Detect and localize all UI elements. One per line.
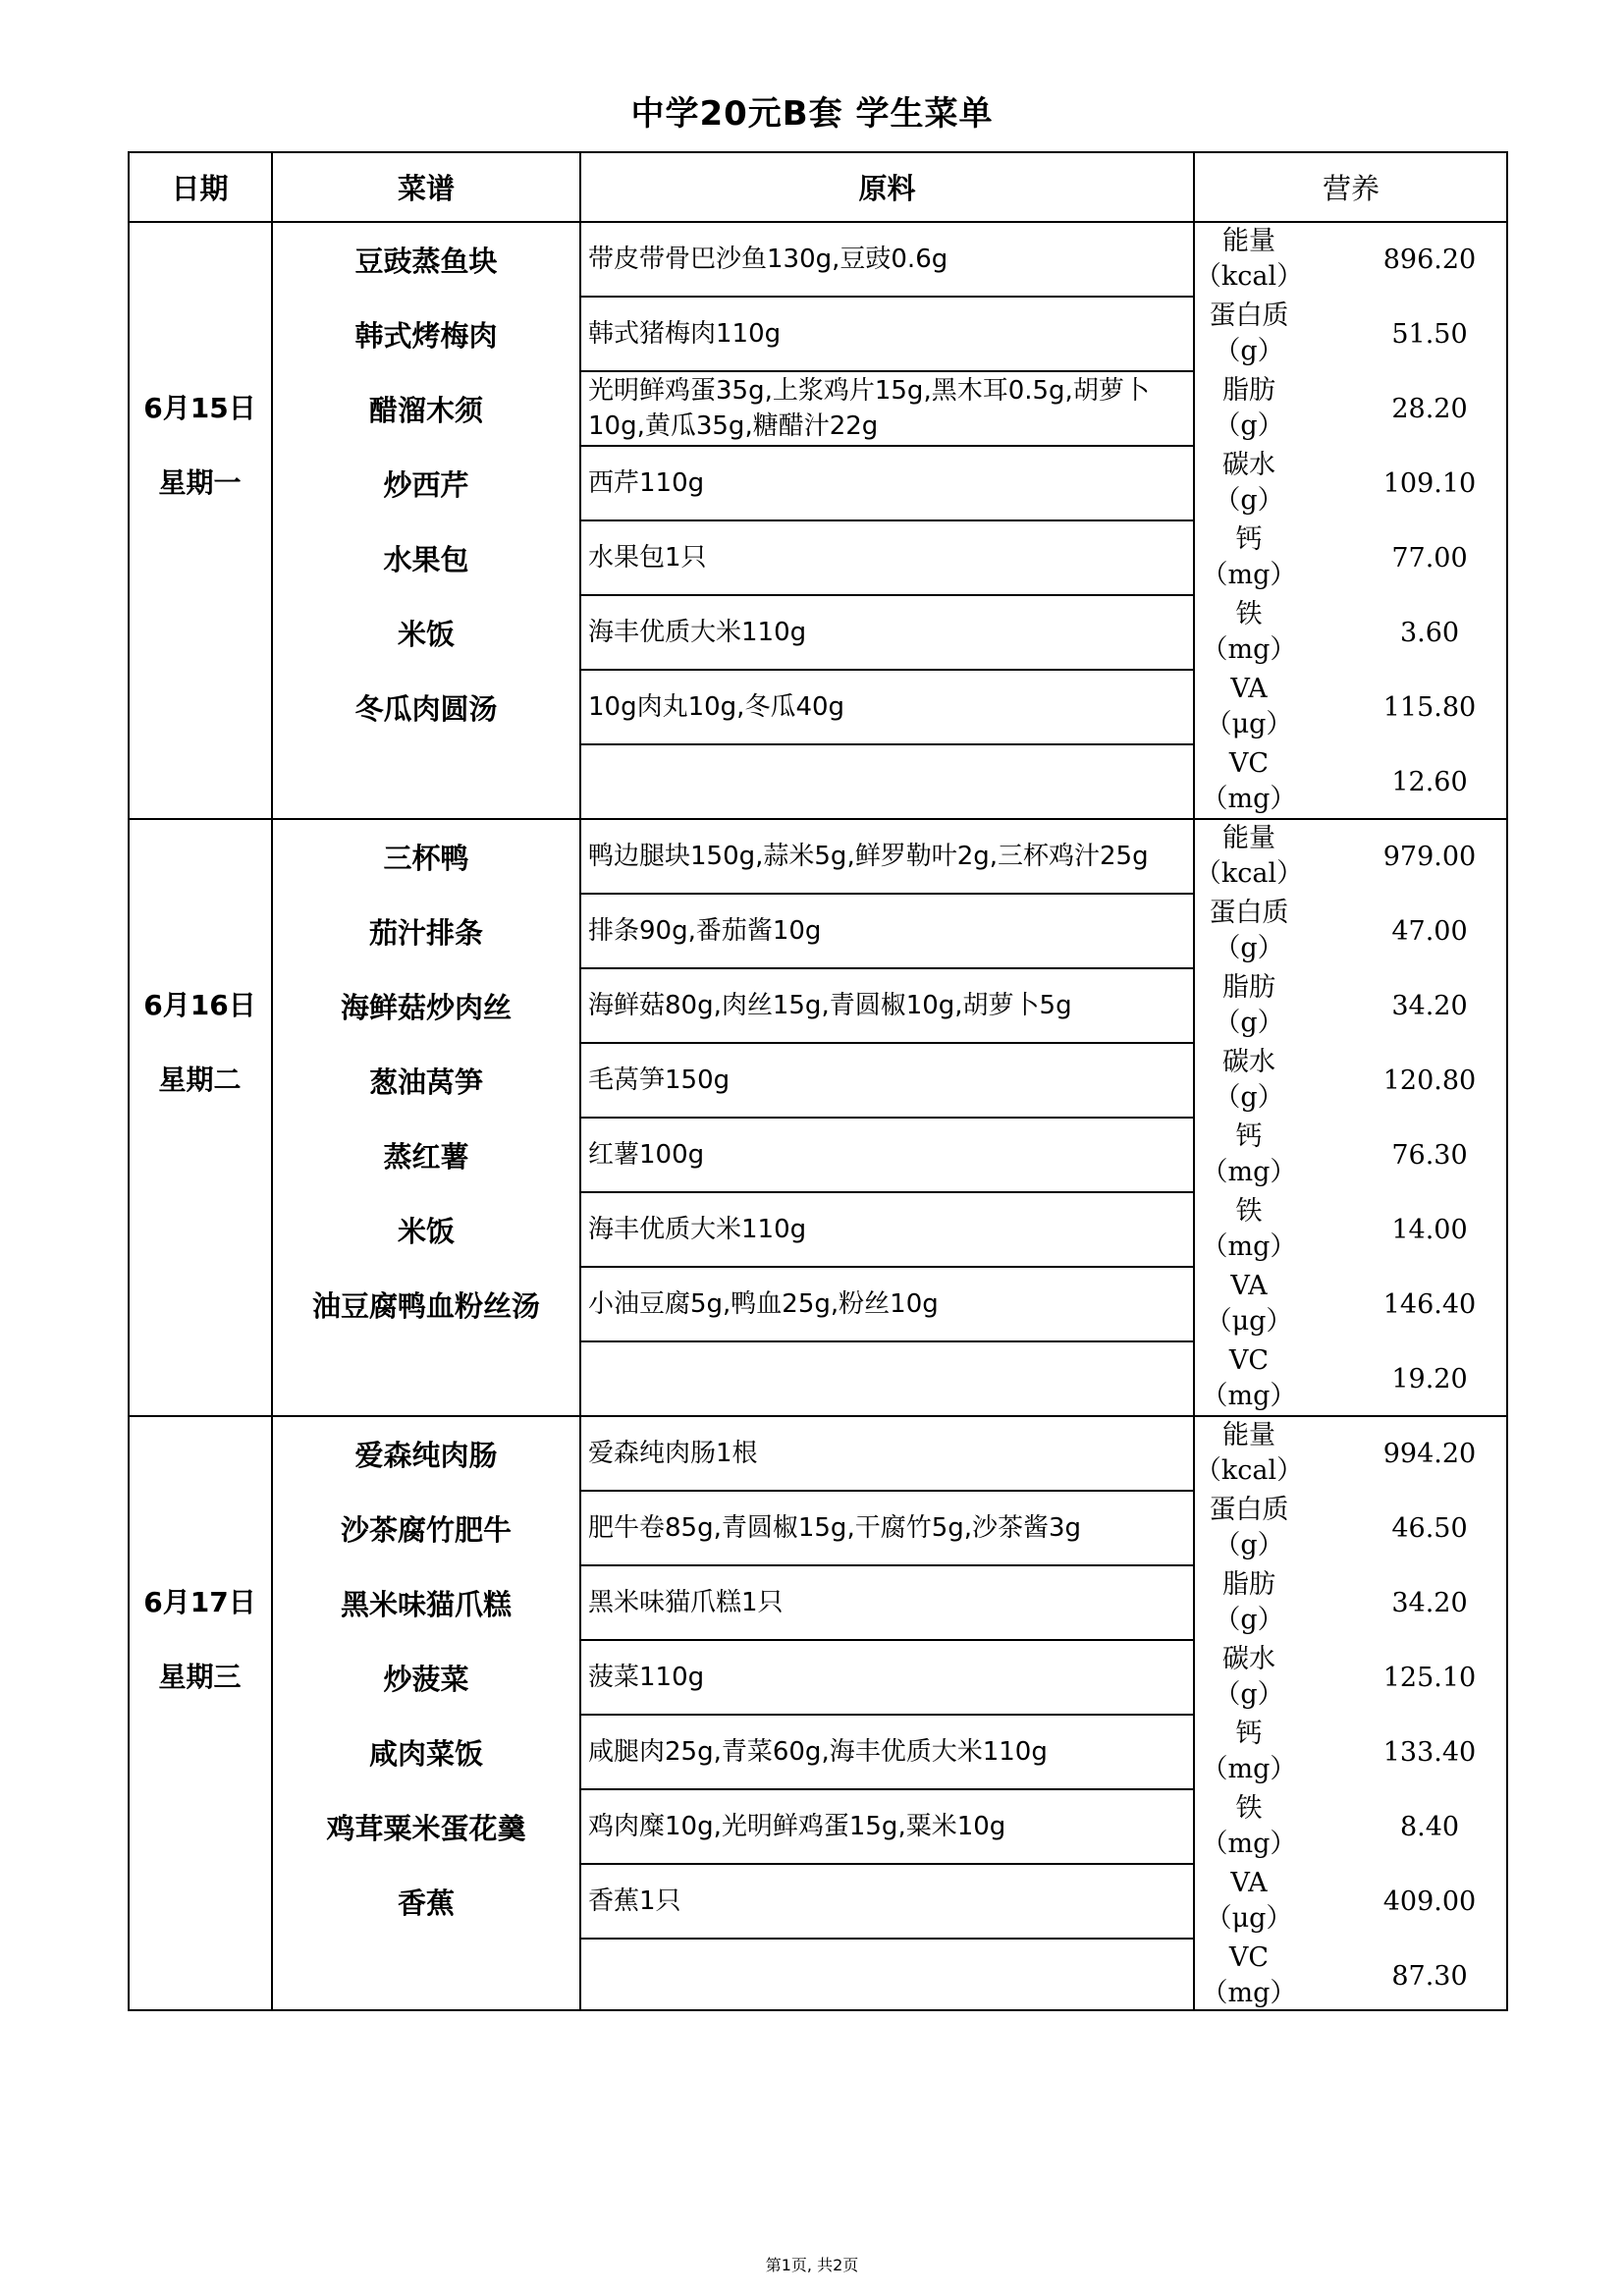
nutrient-name: 能量 <box>1222 226 1275 256</box>
ingredient-row-divider <box>580 893 1194 895</box>
nutrient-name: 碳水 <box>1222 450 1275 480</box>
nutrient-value: 409.00 <box>1382 1886 1477 1917</box>
ingredient-row-divider <box>580 1639 1194 1641</box>
nutrient-name: 脂肪 <box>1222 375 1275 406</box>
nutrient-unit: （g） <box>1214 336 1284 366</box>
nutrient-name: 钙 <box>1235 1719 1263 1749</box>
nutrient-value: 120.80 <box>1382 1065 1477 1096</box>
ingredient-row-divider <box>580 1490 1194 1492</box>
ingredient-row-divider <box>580 445 1194 447</box>
nutrient-label <box>1194 819 1304 894</box>
nutrient-value: 109.10 <box>1382 467 1477 499</box>
nutrient-value: 34.20 <box>1391 1587 1468 1618</box>
ingredient-row-divider <box>580 594 1194 596</box>
nutrient-unit: （mg） <box>1201 784 1297 814</box>
nutrient-unit: （mg） <box>1201 634 1297 665</box>
nutrient-unit: （kcal） <box>1194 261 1304 292</box>
dish-name: 醋溜木须 <box>368 393 483 427</box>
page-footer: 第1页, 共2页 <box>765 2256 859 2274</box>
dish-name: 米饭 <box>397 617 455 651</box>
header-nutrition: 营养 <box>1322 171 1380 205</box>
dish-ingredients <box>580 1341 1194 1416</box>
dish-name: 炒菠菜 <box>383 1662 469 1696</box>
column-divider-dish <box>579 151 581 2011</box>
menu-table <box>128 151 1508 2011</box>
nutrient-unit: （mg） <box>1201 1978 1297 2008</box>
dish-ingredients: 菠菜110g <box>588 1663 705 1692</box>
column-divider-date <box>271 151 273 2011</box>
nutrient-label <box>1194 1118 1304 1192</box>
dish-ingredients: 水果包1只 <box>588 543 707 573</box>
nutrient-name: 钙 <box>1235 524 1263 555</box>
nutrient-unit: （mg） <box>1201 1754 1297 1784</box>
nutrient-label <box>1194 520 1304 595</box>
nutrient-value: 133.40 <box>1382 1736 1477 1768</box>
nutrient-label <box>1194 1267 1304 1341</box>
nutrient-unit: （g） <box>1214 933 1284 963</box>
nutrient-name: 铁 <box>1235 1196 1263 1227</box>
day-date-cell <box>128 1565 272 1715</box>
dish-ingredients: 鸭边腿块150g,蒜米5g,鲜罗勒叶2g,三杯鸡汁25g <box>588 842 1149 871</box>
ingredient-row-divider <box>580 1564 1194 1566</box>
dish-name: 葱油莴笋 <box>368 1065 483 1099</box>
day-weekday: 星期三 <box>158 1661 242 1693</box>
nutrient-value: 46.50 <box>1391 1512 1468 1544</box>
ingredient-row-divider <box>580 1938 1194 1940</box>
dish-ingredients: 小油豆腐5g,鸭血25g,粉丝10g <box>588 1289 939 1319</box>
nutrient-unit: （g） <box>1214 1082 1284 1113</box>
day-date: 6月17日 <box>143 1586 256 1618</box>
nutrient-name: 脂肪 <box>1222 972 1275 1003</box>
nutrient-value: 19.20 <box>1391 1363 1468 1394</box>
ingredient-row-divider <box>580 1117 1194 1119</box>
dish-name: 香蕉 <box>397 1886 455 1920</box>
nutrient-name: VA <box>1230 674 1268 704</box>
nutrient-value: 8.40 <box>1399 1811 1460 1842</box>
nutrient-unit: （mg） <box>1201 1381 1297 1411</box>
dish-ingredients: 排条90g,番茄酱10g <box>588 916 822 946</box>
ingredient-row-divider <box>580 1788 1194 1790</box>
nutrient-name: 蛋白质 <box>1209 1495 1289 1525</box>
dish-ingredients: 韩式猪梅肉110g <box>588 319 782 349</box>
nutrient-unit: （kcal） <box>1194 1455 1304 1486</box>
nutrient-value: 115.80 <box>1382 691 1477 723</box>
day-group-divider <box>128 818 1508 820</box>
nutrient-label <box>1194 1864 1304 1939</box>
nutrient-name: 能量 <box>1222 1420 1275 1450</box>
dish-name: 豆豉蒸鱼块 <box>354 244 498 278</box>
day-date: 6月15日 <box>143 392 256 424</box>
table-bottom-border <box>128 2009 1508 2011</box>
nutrient-name: VA <box>1230 1271 1268 1301</box>
nutrient-unit: （g） <box>1214 485 1284 516</box>
dish-name: 爱森纯肉肠 <box>354 1438 498 1472</box>
nutrient-name: VA <box>1230 1868 1268 1898</box>
nutrient-unit: （mg） <box>1201 1231 1297 1262</box>
nutrient-name: 碳水 <box>1222 1047 1275 1077</box>
nutrient-unit: （g） <box>1214 1008 1284 1038</box>
nutrient-name: 碳水 <box>1222 1644 1275 1674</box>
ingredient-row-divider <box>580 296 1194 298</box>
nutrient-label <box>1194 297 1304 371</box>
nutrient-unit: （μg） <box>1205 1306 1293 1337</box>
ingredient-row-divider <box>580 669 1194 671</box>
dish-ingredients: 光明鲜鸡蛋35g,上浆鸡片15g,黑木耳0.5g,胡萝卜10g,黄瓜35g,糖醋汁22g <box>588 376 1150 441</box>
nutrient-value: 125.10 <box>1382 1662 1477 1693</box>
nutrient-label <box>1194 1043 1304 1118</box>
dish-name: 韩式烤梅肉 <box>354 318 498 353</box>
nutrient-unit: （kcal） <box>1194 858 1304 889</box>
nutrient-label <box>1194 894 1304 968</box>
nutrient-unit: （g） <box>1214 1679 1284 1710</box>
nutrient-label <box>1194 446 1304 520</box>
nutrient-label <box>1194 670 1304 744</box>
nutrient-label <box>1194 1565 1304 1640</box>
nutrient-unit: （μg） <box>1205 1903 1293 1934</box>
nutrient-label <box>1194 744 1304 819</box>
ingredient-row-divider <box>580 1863 1194 1865</box>
ingredient-row-divider <box>580 1714 1194 1716</box>
nutrient-value: 87.30 <box>1391 1960 1468 1992</box>
nutrient-label <box>1194 222 1304 297</box>
nutrient-label <box>1194 1491 1304 1565</box>
nutrient-value: 77.00 <box>1391 542 1468 574</box>
ingredient-row-divider <box>580 1042 1194 1044</box>
table-right-border <box>1506 151 1508 2011</box>
ingredient-row-divider <box>580 519 1194 521</box>
nutrient-label <box>1194 1192 1304 1267</box>
nutrient-name: 蛋白质 <box>1209 301 1289 331</box>
nutrient-label <box>1194 968 1304 1043</box>
nutrient-unit: （μg） <box>1205 709 1293 739</box>
table-top-border <box>128 151 1508 153</box>
nutrient-name: 铁 <box>1235 1793 1263 1824</box>
ingredient-row-divider <box>580 743 1194 745</box>
dish-ingredients: 香蕉1只 <box>588 1886 681 1916</box>
ingredient-row-divider <box>580 1266 1194 1268</box>
nutrient-value: 14.00 <box>1391 1214 1468 1245</box>
nutrient-name: 铁 <box>1235 599 1263 629</box>
dish-name: 冬瓜肉圆汤 <box>354 691 498 726</box>
dish-name: 米饭 <box>397 1214 455 1248</box>
dish-name: 油豆腐鸭血粉丝汤 <box>311 1288 540 1323</box>
dish-ingredients: 10g肉丸10g,冬瓜40g <box>588 692 845 722</box>
nutrient-name: 钙 <box>1235 1121 1263 1152</box>
dish-ingredients <box>580 1939 1194 2013</box>
nutrient-name: 脂肪 <box>1222 1569 1275 1600</box>
dish-ingredients: 咸腿肉25g,青菜60g,海丰优质大米110g <box>588 1737 1048 1767</box>
dish-ingredients: 毛莴笋150g <box>588 1066 731 1095</box>
dish-ingredients: 黑米味猫爪糕1只 <box>588 1588 784 1617</box>
dish-name: 沙茶腐竹肥牛 <box>340 1512 512 1547</box>
nutrient-value: 994.20 <box>1382 1438 1477 1469</box>
dish-name: 海鲜菇炒肉丝 <box>340 990 512 1024</box>
nutrient-value: 76.30 <box>1391 1139 1468 1171</box>
ingredient-row-divider <box>580 967 1194 969</box>
nutrient-value: 12.60 <box>1391 766 1468 797</box>
header-divider <box>128 221 1508 223</box>
dish-ingredients: 鸡肉糜10g,光明鲜鸡蛋15g,粟米10g <box>588 1812 1006 1841</box>
dish-ingredients: 海鲜菇80g,肉丝15g,青圆椒10g,胡萝卜5g <box>588 991 1072 1020</box>
day-weekday: 星期二 <box>158 1064 242 1096</box>
nutrient-label <box>1194 1341 1304 1416</box>
nutrient-name: VC <box>1228 1942 1270 1973</box>
nutrient-unit: （g） <box>1214 410 1284 441</box>
nutrient-value: 3.60 <box>1399 617 1460 648</box>
dish-name: 黑米味猫爪糕 <box>340 1587 512 1621</box>
dish-ingredients: 西芹110g <box>588 468 705 498</box>
nutrient-value: 47.00 <box>1391 915 1468 947</box>
dish-name: 鸡茸粟米蛋花羹 <box>326 1811 526 1845</box>
dish-name: 蒸红薯 <box>383 1139 469 1174</box>
dish-ingredients: 爱森纯肉肠1根 <box>588 1439 758 1468</box>
dish-ingredients: 红薯100g <box>588 1140 705 1170</box>
nutrient-value: 896.20 <box>1382 244 1477 275</box>
dish-ingredients <box>580 744 1194 819</box>
dish-ingredients: 海丰优质大米110g <box>588 618 807 647</box>
nutrient-unit: （g） <box>1214 1530 1284 1560</box>
table-left-border <box>128 151 130 2011</box>
nutrient-unit: （mg） <box>1201 1829 1297 1859</box>
header-date: 日期 <box>171 171 229 205</box>
day-group-divider <box>128 1415 1508 1417</box>
nutrient-name: VC <box>1228 748 1270 779</box>
nutrient-label <box>1194 1715 1304 1789</box>
nutrient-label <box>1194 1416 1304 1491</box>
nutrient-name: VC <box>1228 1345 1270 1376</box>
dish-name <box>272 1939 580 2013</box>
dish-name <box>272 744 580 819</box>
page-title: 中学20元B套 学生菜单 <box>630 94 994 134</box>
nutrient-value: 28.20 <box>1391 393 1468 424</box>
dish-name: 三杯鸭 <box>383 841 469 875</box>
header-ingredients: 原料 <box>858 171 916 205</box>
nutrient-label <box>1194 1939 1304 2013</box>
ingredient-row-divider <box>580 1340 1194 1342</box>
dish-ingredients: 海丰优质大米110g <box>588 1215 807 1244</box>
day-date-cell <box>128 371 272 520</box>
nutrient-name: 蛋白质 <box>1209 898 1289 928</box>
dish-ingredients: 带皮带骨巴沙鱼130g,豆豉0.6g <box>588 245 948 274</box>
nutrient-name: 能量 <box>1222 823 1275 853</box>
day-weekday: 星期一 <box>158 466 242 499</box>
ingredient-row-divider <box>580 1191 1194 1193</box>
dish-name: 炒西芹 <box>383 467 469 502</box>
nutrient-unit: （mg） <box>1201 560 1297 590</box>
nutrient-label <box>1194 595 1304 670</box>
day-date-cell <box>128 968 272 1118</box>
ingredient-row-divider <box>580 370 1194 372</box>
day-date: 6月16日 <box>143 989 256 1021</box>
nutrient-label <box>1194 1789 1304 1864</box>
nutrient-label <box>1194 1640 1304 1715</box>
nutrient-unit: （mg） <box>1201 1157 1297 1187</box>
dish-name: 茄汁排条 <box>368 915 483 950</box>
dish-name: 咸肉菜饭 <box>368 1736 483 1771</box>
nutrient-label <box>1194 371 1304 446</box>
header-dish: 菜谱 <box>397 171 455 205</box>
dish-ingredients: 肥牛卷85g,青圆椒15g,干腐竹5g,沙茶酱3g <box>588 1513 1082 1543</box>
nutrient-unit: （g） <box>1214 1605 1284 1635</box>
nutrient-value: 34.20 <box>1391 990 1468 1021</box>
nutrient-value: 51.50 <box>1391 318 1468 350</box>
dish-name: 水果包 <box>383 542 469 576</box>
column-divider-ingredients <box>1193 151 1195 2011</box>
dish-name <box>272 1341 580 1416</box>
nutrient-value: 979.00 <box>1382 841 1477 872</box>
nutrient-value: 146.40 <box>1382 1288 1477 1320</box>
